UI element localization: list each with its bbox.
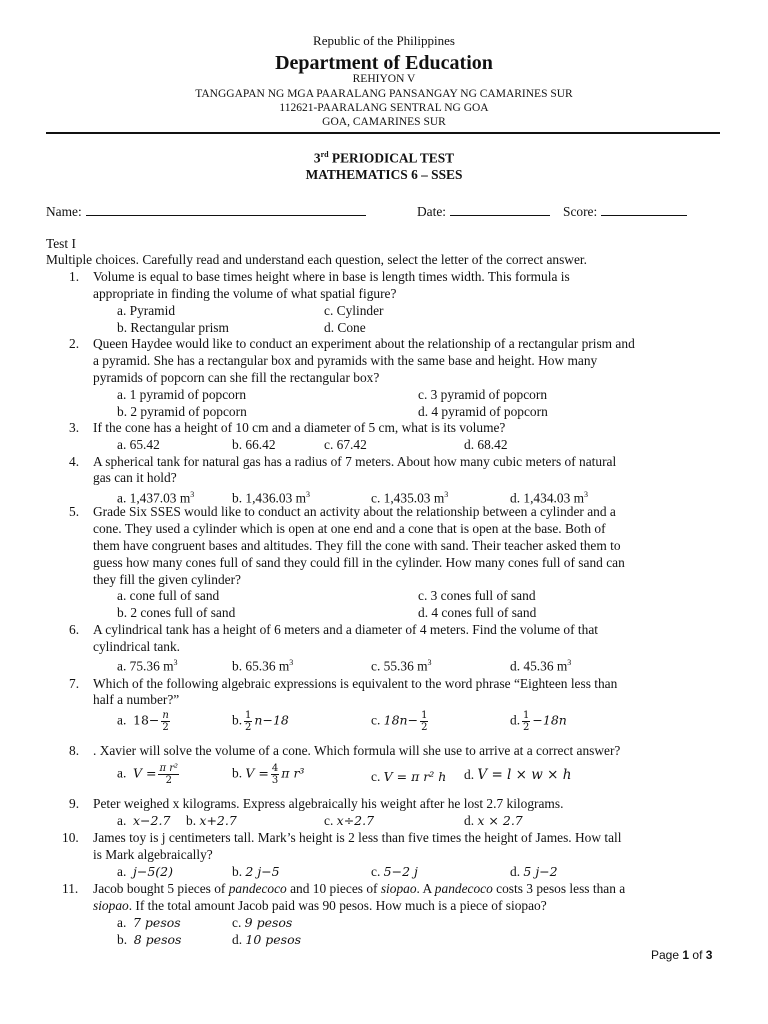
q4-option-c[interactable]: c. 1,435.03 $m^3$ — [371, 490, 449, 506]
office-line: TANGGAPAN NG MGA PAARALANG PANSANGAY NG CAMARINES SUR — [195, 88, 573, 100]
q5-option-a[interactable]: a. cone full of sand — [117, 588, 220, 603]
q2-option-d[interactable]: d. 4 pyramid of popcorn — [418, 404, 548, 419]
q3-option-b[interactable]: b. 66.42 — [232, 437, 276, 452]
q8-number: 8. — [69, 743, 80, 758]
q10-option-d[interactable]: d. 5 j−2 — [510, 864, 558, 879]
republic-line: Republic of the Philippines — [313, 33, 455, 48]
q9-option-c[interactable]: c. x÷2.7 — [324, 813, 375, 828]
score-input-line[interactable] — [601, 203, 687, 216]
test-subject: MATHEMATICS 6 – SSES — [305, 167, 463, 182]
q7-option-a[interactable]: a. 18− $\frac{n}{2}$ — [117, 710, 169, 733]
page-number: Page 1 of 3 — [651, 948, 713, 962]
q8-option-c[interactable]: c. V = π r² h — [371, 769, 447, 784]
q9-option-b[interactable]: b. x+2.7 — [186, 813, 237, 828]
q8-option-b[interactable]: b. V = $\frac{4}{3}$ π r³ — [232, 763, 305, 786]
q5-text-2: cone. They used a cylinder which is open at one end and a cone that is open at the base. Both of — [93, 521, 606, 536]
q3-option-c[interactable]: c. 67.42 — [324, 437, 367, 452]
q8-option-a[interactable]: a. V = $\frac{\text{π r²}}{2}$ — [117, 763, 179, 786]
q2-text-3: pyramids of popcorn can she fill the rectangular box? — [93, 370, 380, 385]
q7-text-2: half a number?” — [93, 692, 180, 707]
q10-option-a[interactable]: a. j−5(2) — [117, 864, 174, 879]
score-label: Score: — [563, 204, 598, 219]
q1-option-c[interactable]: c. Cylinder — [324, 303, 384, 318]
q5-text-4: guess how many cones full of sand they could fill in the cylinder. How many cones full of sand can — [93, 555, 625, 570]
q5-option-c[interactable]: c. 3 cones full of sand — [418, 588, 536, 603]
header-divider — [46, 132, 720, 134]
section-title: Test I — [46, 236, 76, 251]
name-field[interactable] — [46, 203, 366, 220]
q10-option-c[interactable]: c. 5−2 j — [371, 864, 418, 879]
q11-option-d[interactable]: d. 10 pesos — [232, 932, 302, 947]
q11-option-c[interactable]: c. 9 pesos — [232, 915, 293, 930]
q5-text-1: Grade Six SSES would like to conduct an activity about the relationship between a cylinder and a — [93, 504, 616, 519]
q1-number: 1. — [69, 269, 80, 284]
q6-text-1: A cylindrical tank has a height of 6 meters and a diameter of 4 meters. Find the volume of that — [93, 622, 598, 637]
q4-option-a[interactable]: a. 1,437.03 $m^3$ — [117, 490, 195, 506]
q6-option-b[interactable]: b. 65.36 $m^3$ — [232, 658, 294, 674]
q4-number: 4. — [69, 454, 80, 469]
q5-text-3: them have congruent bases and altitudes. They fill the cone with sand. Their teacher asked them to — [93, 538, 621, 553]
q1-text-2: appropriate in finding the volume of what spatial figure? — [93, 286, 397, 301]
q9-text-1: Peter weighed x kilograms. Express algebraically his weight after he lost 2.7 kilograms. — [93, 796, 564, 811]
q2-option-a[interactable]: a. 1 pyramid of popcorn — [117, 387, 247, 402]
q3-option-a[interactable]: a. 65.42 — [117, 437, 160, 452]
q3-number: 3. — [69, 420, 80, 435]
q7-text-1: Which of the following algebraic expressions is equivalent to the word phrase “Eighteen less than — [93, 676, 618, 691]
q10-number: 10. — [62, 830, 79, 845]
name-label: Name: — [46, 204, 82, 219]
q1-option-b[interactable]: b. Rectangular prism — [117, 320, 229, 335]
name-input-line[interactable] — [86, 203, 366, 216]
q1-option-d[interactable]: d. Cone — [324, 320, 366, 335]
q6-option-c[interactable]: c. 55.36 $m^3$ — [371, 658, 432, 674]
q7-number: 7. — [69, 676, 80, 691]
q9-option-a[interactable]: a. x−2.7 — [117, 813, 171, 828]
q11-number: 11. — [62, 881, 79, 896]
q6-text-2: cylindrical tank. — [93, 639, 181, 654]
q5-option-b[interactable]: b. 2 cones full of sand — [117, 605, 236, 620]
q2-option-c[interactable]: c. 3 pyramid of popcorn — [418, 387, 548, 402]
q2-number: 2. — [69, 336, 80, 351]
q10-text-2: is Mark algebraically? — [93, 847, 213, 862]
q2-option-b[interactable]: b. 2 pyramid of popcorn — [117, 404, 247, 419]
q5-option-d[interactable]: d. 4 cones full of sand — [418, 605, 537, 620]
q9-number: 9. — [69, 796, 80, 811]
q10-text-1: James toy is j centimeters tall. Mark’s height is 2 less than five times the height of James. How tall — [93, 830, 622, 845]
q4-text-2: gas can it hold? — [93, 470, 177, 485]
score-field[interactable] — [563, 203, 687, 220]
q3-text-1: If the cone has a height of 10 cm and a diameter of 5 cm, what is its volume? — [93, 420, 506, 435]
q2-text-1: Queen Haydee would like to conduct an experiment about the relationship of a rectangular prism and — [93, 336, 635, 351]
test-title: 3rd PERIODICAL TEST — [313, 150, 455, 166]
q8-option-d[interactable]: d. V = l × w × h — [464, 767, 572, 783]
q4-option-b[interactable]: b. 1,436.03 $m^3$ — [232, 490, 311, 506]
q6-number: 6. — [69, 622, 80, 637]
q4-text-1: A spherical tank for natural gas has a radius of 7 meters. About how many cubic meters of natural — [93, 454, 617, 469]
q6-option-a[interactable]: a. 75.36 $m^3$ — [117, 658, 178, 674]
q7-option-b[interactable]: b. $\frac{1}{2}$ n−18 — [232, 710, 289, 733]
q10-option-b[interactable]: b. 2 j−5 — [232, 864, 280, 879]
q3-option-d[interactable]: d. 68.42 — [464, 437, 508, 452]
q5-text-5: they fill the given cylinder? — [93, 572, 241, 587]
q11-option-b[interactable]: b. 8 pesos — [117, 932, 182, 947]
q8-text-1: . Xavier will solve the volume of a cone. Which formula will she use to arrive at a correct answer? — [93, 743, 621, 758]
q9-option-d[interactable]: d. x × 2.7 — [464, 813, 523, 828]
date-field[interactable] — [417, 203, 550, 220]
q7-option-d[interactable]: d. $\frac{1}{2}$ −18n — [510, 710, 567, 733]
q1-option-a[interactable]: a. Pyramid — [117, 303, 176, 318]
q6-option-d[interactable]: d. 45.36 $m^3$ — [510, 658, 572, 674]
q7-option-c[interactable]: c. 18n− $\frac{1}{2}$ — [371, 710, 428, 733]
date-input-line[interactable] — [450, 203, 550, 216]
q2-text-2: a pyramid. She has a rectangular box and pyramids with the same base and height. How many — [93, 353, 598, 368]
q11-text-1: Jacob bought 5 pieces of pandecoco and 10 pieces of siopao. A pandecoco costs 3 pesos less than a — [93, 881, 626, 896]
q1-text-1: Volume is equal to base times height where in base is length times width. This formula is — [93, 269, 570, 284]
q11-option-a[interactable]: a. 7 pesos — [117, 915, 181, 930]
section-instructions: Multiple choices. Carefully read and understand each question, select the letter of the correct answer. — [46, 252, 587, 267]
school-line: 112621-PAARALANG SENTRAL NG GOA — [279, 102, 489, 114]
q11-text-2: siopao. If the total amount Jacob paid was 90 pesos. How much is a piece of siopao? — [93, 898, 547, 913]
department-title: Department of Education — [275, 52, 493, 74]
q4-option-d[interactable]: d. 1,434.03 $m^3$ — [510, 490, 589, 506]
location-line: GOA, CAMARINES SUR — [322, 116, 446, 128]
region-line: REHIYON V — [352, 73, 416, 85]
date-label: Date: — [417, 204, 446, 219]
q5-number: 5. — [69, 504, 80, 519]
